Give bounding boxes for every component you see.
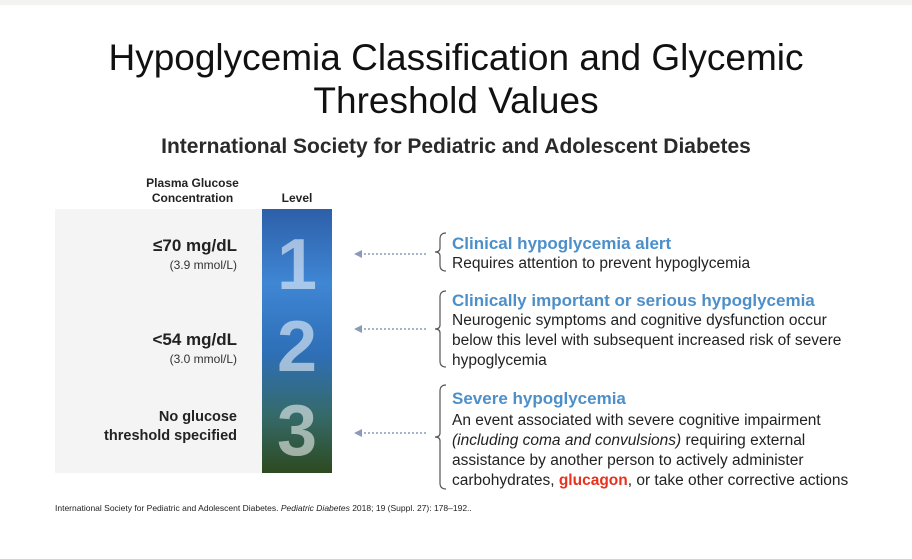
level-1-description: [452, 234, 902, 274]
level-header: Level: [281, 191, 313, 205]
citation: [55, 503, 472, 513]
concentration-header-line-2: Concentration: [151, 191, 234, 205]
arrow-left-icon: [354, 428, 428, 438]
brace-icon: [432, 232, 448, 272]
level-3-text-line-2: [452, 431, 902, 451]
level-3-text-line-4: [452, 471, 902, 491]
brace-icon: [432, 384, 448, 490]
concentration-value: <54 mg/dL: [152, 330, 237, 349]
level-2-description: [452, 291, 902, 371]
title-line-2: Threshold Values: [313, 80, 599, 121]
citation-end: 2018; 19 (Suppl. 27): 178–192..: [349, 503, 472, 513]
concentration-level-1: [55, 236, 237, 276]
level-number-1: 1: [276, 225, 318, 305]
citation-journal: Pediatric Diabetes: [280, 503, 350, 513]
title-line-1: Hypoglycemia Classification and Glycemic: [108, 37, 804, 78]
concentration-level-2: [55, 330, 237, 370]
level-2-text-line-2: below this level with subsequent increased risk of severe: [452, 332, 842, 349]
level-3-description: [452, 389, 902, 491]
level-3-text-line-3: assistance by another person to actively administer: [452, 452, 804, 469]
concentration-mmol: (3.9 mmol/L): [169, 258, 237, 272]
concentration-value-line-2: threshold specified: [104, 428, 237, 444]
level-number-3: 3: [276, 391, 318, 471]
glucagon-highlight: glucagon: [558, 472, 628, 489]
concentration-level-3: [55, 408, 237, 448]
level-3-italic-text: (including coma and convulsions): [452, 432, 682, 449]
level-3-text-line-1: An event associated with severe cognitive impairment: [452, 412, 821, 429]
level-2-title: Clinically important or serious hypoglycemia: [452, 291, 815, 310]
arrow-left-icon: [354, 249, 428, 259]
top-strip: [0, 0, 912, 5]
brace-icon: [432, 290, 448, 368]
concentration-value-line-1: No glucose: [158, 409, 237, 425]
level-3-text-end: , or take other corrective actions: [627, 472, 849, 489]
level-3-text-rest: requiring external: [681, 432, 806, 449]
slide-subtitle: International Society for Pediatric and Adolescent Diabetes: [161, 135, 751, 158]
level-1-title: Clinical hypoglycemia alert: [452, 234, 672, 253]
concentration-mmol: (3.0 mmol/L): [169, 352, 237, 366]
slide-title: [0, 36, 912, 122]
level-3-text-start: carbohydrates,: [452, 472, 559, 489]
concentration-header-line-1: Plasma Glucose: [146, 176, 239, 190]
level-2-text-line-3: hypoglycemia: [452, 352, 547, 369]
citation-start: International Society for Pediatric and Adolescent Diabetes.: [55, 503, 281, 513]
concentration-header: [130, 176, 255, 206]
level-1-text: Requires attention to prevent hypoglycemia: [452, 255, 751, 272]
level-number-2: 2: [276, 307, 318, 387]
arrow-left-icon: [354, 324, 428, 334]
level-bar: [262, 209, 332, 473]
concentration-value: ≤70 mg/dL: [153, 236, 237, 255]
level-2-text-line-1: Neurogenic symptoms and cognitive dysfunction occur: [452, 312, 827, 329]
level-3-title: Severe hypoglycemia: [452, 389, 626, 408]
